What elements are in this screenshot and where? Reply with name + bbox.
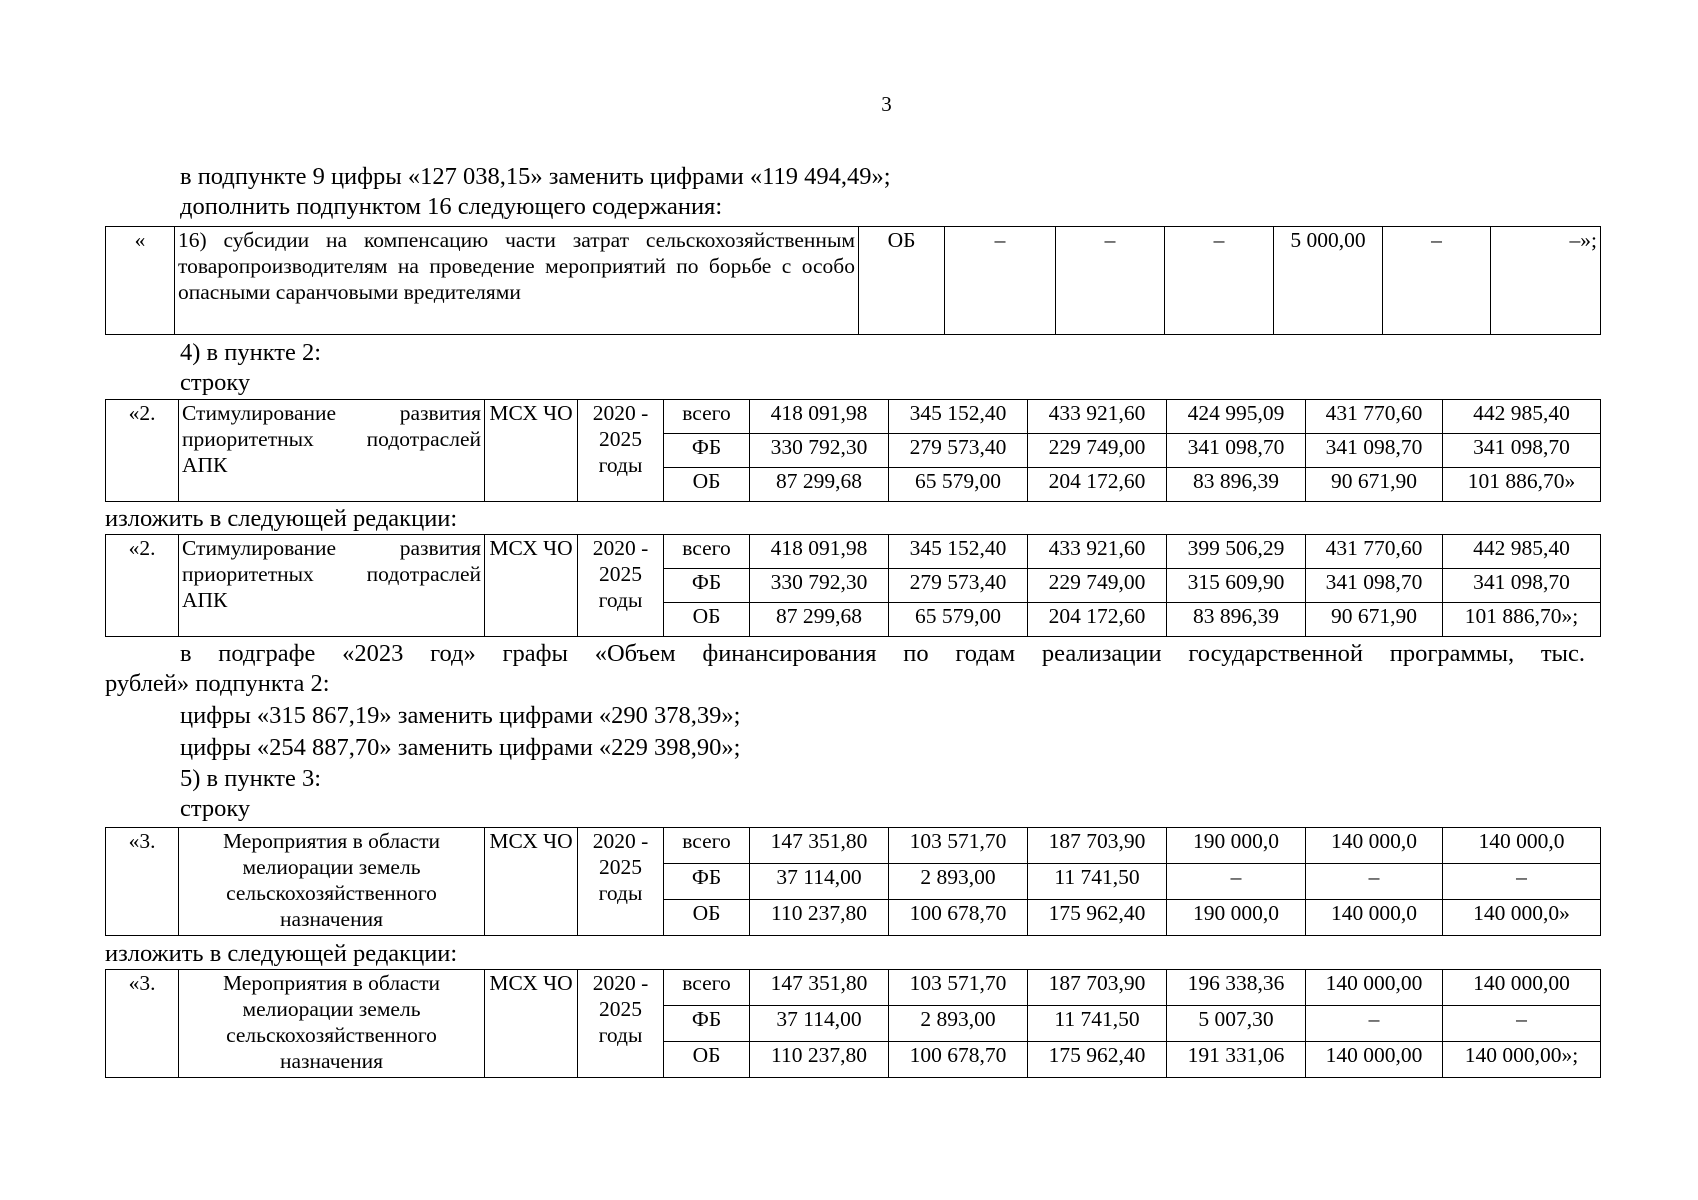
value-cell: 229 749,00 (1028, 569, 1167, 603)
name-line-1: Стимулирование развития (182, 536, 481, 560)
source-ob: ОБ (664, 900, 750, 936)
paragraph-subitem-9: в подпункте 9 цифры «127 038,15» заменить цифрами «119 494,49»; (180, 163, 891, 190)
value-cell: 140 000,00 (1443, 970, 1601, 1006)
value-cell: 37 114,00 (750, 1006, 889, 1042)
value-cell: 110 237,80 (750, 1042, 889, 1078)
value-cell: 101 886,70»; (1443, 603, 1601, 637)
table-row-number: «2. (106, 535, 179, 637)
value-cell: – (1306, 864, 1443, 900)
page-number: 3 (881, 92, 892, 116)
paragraph-digits-2: цифры «254 887,70» заменить цифрами «229 398,90»; (180, 734, 741, 761)
value-cell: 442 985,40 (1443, 400, 1601, 434)
value-cell: 418 091,98 (750, 400, 889, 434)
table-row-period: 2020 - 2025 годы (578, 828, 664, 936)
value-cell: 101 886,70» (1443, 468, 1601, 502)
source-fb: ФБ (664, 569, 750, 603)
value-cell: 37 114,00 (750, 864, 889, 900)
table16-value: 5 000,00 (1274, 227, 1383, 335)
table-row-number: «2. (106, 400, 179, 502)
value-cell: 140 000,0 (1306, 828, 1443, 864)
table-row-number: «3. (106, 970, 179, 1078)
value-cell: 103 571,70 (889, 828, 1028, 864)
value-cell: 83 896,39 (1167, 468, 1306, 502)
source-total: всего (664, 970, 750, 1006)
value-cell: – (1443, 864, 1601, 900)
source-ob: ОБ (664, 603, 750, 637)
value-cell: 140 000,00 (1306, 1042, 1443, 1078)
value-cell: 345 152,40 (889, 535, 1028, 569)
table-row-executor: МСХ ЧО (485, 828, 578, 936)
value-cell: 424 995,09 (1167, 400, 1306, 434)
table-row-executor: МСХ ЧО (485, 400, 578, 502)
value-cell: 341 098,70 (1443, 569, 1601, 603)
paragraph-row-label-3: строку (180, 795, 251, 822)
table-point-2-new (105, 534, 1601, 637)
value-cell: – (1167, 864, 1306, 900)
table16-value: – (1056, 227, 1165, 335)
table-subitem-16 (105, 226, 1601, 335)
value-cell: 341 098,70 (1306, 569, 1443, 603)
paragraph-new-edition-2: изложить в следующей редакции: (105, 505, 458, 532)
source-total: всего (664, 535, 750, 569)
value-cell: 433 921,60 (1028, 400, 1167, 434)
value-cell: 140 000,0» (1443, 900, 1601, 936)
value-cell: 147 351,80 (750, 828, 889, 864)
source-total: всего (664, 828, 750, 864)
paragraph-row-label: строку (180, 369, 251, 396)
value-cell: 315 609,90 (1167, 569, 1306, 603)
value-cell: 341 098,70 (1167, 434, 1306, 468)
value-cell: 140 000,00»; (1443, 1042, 1601, 1078)
table16-name: 16) субсидии на компенсацию части затрат сельскохозяйственным товаропроизводителям на проведение мероприятий по борьбе с особо опасными саранчовыми вредителями (175, 227, 859, 335)
value-cell: 330 792,30 (750, 569, 889, 603)
source-total: всего (664, 400, 750, 434)
source-fb: ФБ (664, 864, 750, 900)
value-cell: 418 091,98 (750, 535, 889, 569)
table16-open-quote: « (106, 227, 175, 335)
value-cell: 140 000,0 (1443, 828, 1601, 864)
name-line-1: Стимулирование развития (182, 401, 481, 425)
value-cell: 100 678,70 (889, 900, 1028, 936)
value-cell: 279 573,40 (889, 569, 1028, 603)
table-point-3-new (105, 969, 1601, 1078)
source-fb: ФБ (664, 1006, 750, 1042)
value-cell: 190 000,0 (1167, 900, 1306, 936)
value-cell: 2 893,00 (889, 864, 1028, 900)
value-cell: 87 299,68 (750, 603, 889, 637)
value-cell: 330 792,30 (750, 434, 889, 468)
table16-value: – (945, 227, 1056, 335)
value-cell: 196 338,36 (1167, 970, 1306, 1006)
name-line-rest: приоритетных подотраслей АПК (182, 562, 481, 612)
source-ob: ОБ (664, 468, 750, 502)
paragraph-new-edition-3: изложить в следующей редакции: (105, 940, 458, 967)
value-cell: 83 896,39 (1167, 603, 1306, 637)
value-cell: 341 098,70 (1306, 434, 1443, 468)
value-cell: 175 962,40 (1028, 900, 1167, 936)
table-row-number: «3. (106, 828, 179, 936)
value-cell: 110 237,80 (750, 900, 889, 936)
value-cell: 90 671,90 (1306, 603, 1443, 637)
source-fb: ФБ (664, 434, 750, 468)
table-row-name: Мероприятия в области мелиорации земель сельскохозяйственного назначения (179, 828, 485, 936)
table-row-executor: МСХ ЧО (485, 535, 578, 637)
value-cell: 187 703,90 (1028, 970, 1167, 1006)
table-point-2-old (105, 399, 1601, 502)
paragraph-point-3: 5) в пункте 3: (180, 765, 322, 792)
name-line-rest: приоритетных подотраслей АПК (182, 427, 481, 477)
table-row-period: 2020 - 2025 годы (578, 970, 664, 1078)
value-cell: 442 985,40 (1443, 535, 1601, 569)
value-cell: 90 671,90 (1306, 468, 1443, 502)
paragraph-2023-line-2: рублей» подпункта 2: (105, 670, 330, 697)
value-cell: – (1443, 1006, 1601, 1042)
table16-source: ОБ (859, 227, 945, 335)
table16-value: – (1165, 227, 1274, 335)
value-cell: – (1306, 1006, 1443, 1042)
table-row-name: Мероприятия в области мелиорации земель сельскохозяйственного назначения (179, 970, 485, 1078)
paragraph-add-subitem-16: дополнить подпунктом 16 следующего содержания: (180, 193, 723, 220)
table-row-executor: МСХ ЧО (485, 970, 578, 1078)
value-cell: 190 000,0 (1167, 828, 1306, 864)
value-cell: 5 007,30 (1167, 1006, 1306, 1042)
value-cell: 187 703,90 (1028, 828, 1167, 864)
table-row-name (179, 535, 485, 637)
table16-value: –»; (1491, 227, 1601, 335)
value-cell: 433 921,60 (1028, 535, 1167, 569)
value-cell: 191 331,06 (1167, 1042, 1306, 1078)
value-cell: 431 770,60 (1306, 535, 1443, 569)
table16-value: – (1383, 227, 1491, 335)
table-row-name (179, 400, 485, 502)
paragraph-point-2: 4) в пункте 2: (180, 339, 322, 366)
table-point-3-old (105, 827, 1601, 936)
value-cell: 175 962,40 (1028, 1042, 1167, 1078)
value-cell: 140 000,0 (1306, 900, 1443, 936)
table-row-period: 2020 - 2025 годы (578, 400, 664, 502)
value-cell: 345 152,40 (889, 400, 1028, 434)
value-cell: 87 299,68 (750, 468, 889, 502)
value-cell: 399 506,29 (1167, 535, 1306, 569)
source-ob: ОБ (664, 1042, 750, 1078)
value-cell: 100 678,70 (889, 1042, 1028, 1078)
value-cell: 147 351,80 (750, 970, 889, 1006)
value-cell: 204 172,60 (1028, 468, 1167, 502)
value-cell: 431 770,60 (1306, 400, 1443, 434)
paragraph-2023-line-1: в подграфе «2023 год» графы «Объем финансирования по годам реализации государственной программы, тыс. (180, 640, 1585, 667)
table-row-period: 2020 - 2025 годы (578, 535, 664, 637)
value-cell: 65 579,00 (889, 603, 1028, 637)
value-cell: 341 098,70 (1443, 434, 1601, 468)
value-cell: 279 573,40 (889, 434, 1028, 468)
paragraph-digits-1: цифры «315 867,19» заменить цифрами «290 378,39»; (180, 702, 741, 729)
value-cell: 11 741,50 (1028, 1006, 1167, 1042)
value-cell: 11 741,50 (1028, 864, 1167, 900)
value-cell: 103 571,70 (889, 970, 1028, 1006)
value-cell: 229 749,00 (1028, 434, 1167, 468)
value-cell: 140 000,00 (1306, 970, 1443, 1006)
value-cell: 2 893,00 (889, 1006, 1028, 1042)
value-cell: 204 172,60 (1028, 603, 1167, 637)
value-cell: 65 579,00 (889, 468, 1028, 502)
